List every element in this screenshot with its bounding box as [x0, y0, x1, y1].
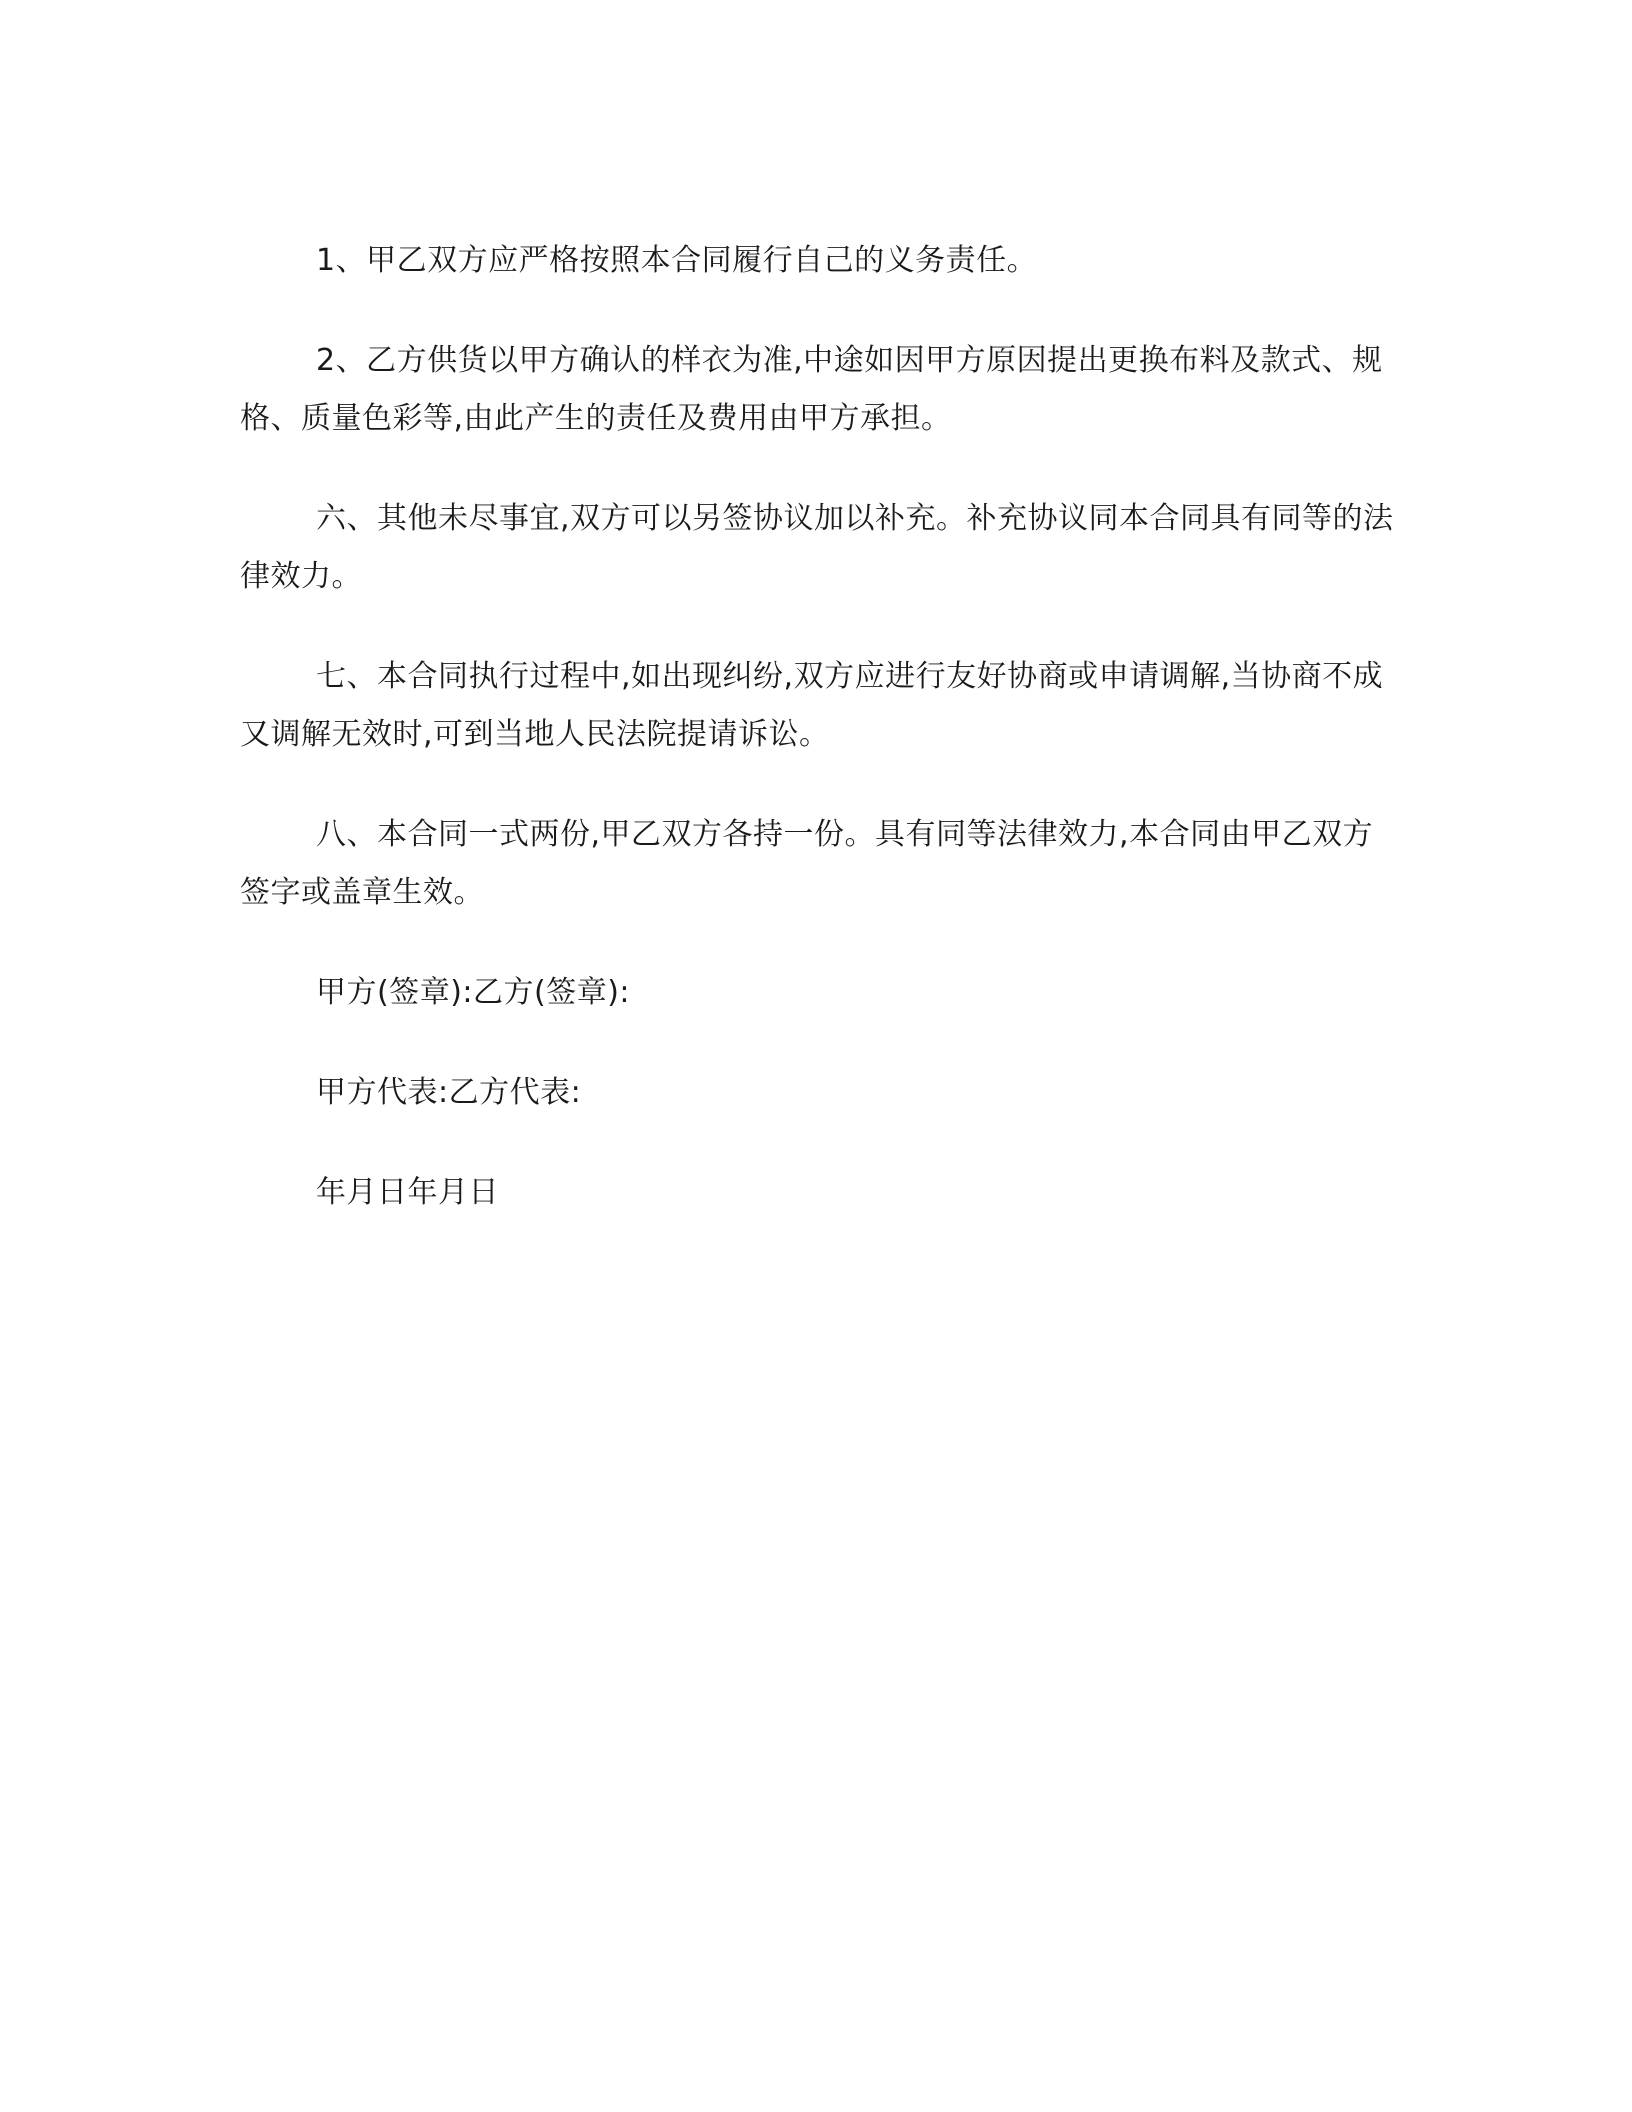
representative-line: 甲方代表:乙方代表: [316, 1075, 582, 1110]
clause-7-paragraph: 七、本合同执行过程中,如出现纠纷,双方应进行友好协商或申请调解,当协商不成又调解无效时,可到当地人民法院提请诉讼。 [240, 659, 1384, 752]
date-line: 年月日年月日 [316, 1175, 499, 1210]
signature-line: 甲方(签章):乙方(签章): [316, 975, 631, 1010]
clause-2-paragraph: 2、乙方供货以甲方确认的样衣为准,中途如因甲方原因提出更换布料及款式、规格、质量色彩等,由此产生的责任及费用由甲方承担。 [240, 343, 1383, 436]
clause-8-paragraph: 八、本合同一式两份,甲乙双方各持一份。具有同等法律效力,本合同由甲乙双方签字或盖章生效。 [240, 817, 1374, 910]
document-body [240, 232, 1400, 1222]
clause-6-paragraph: 六、其他未尽事宜,双方可以另签协议加以补充。补充协议同本合同具有同等的法律效力。 [240, 501, 1394, 594]
clause-1-paragraph: 1、甲乙双方应严格按照本合同履行自己的义务责任。 [316, 243, 1038, 278]
